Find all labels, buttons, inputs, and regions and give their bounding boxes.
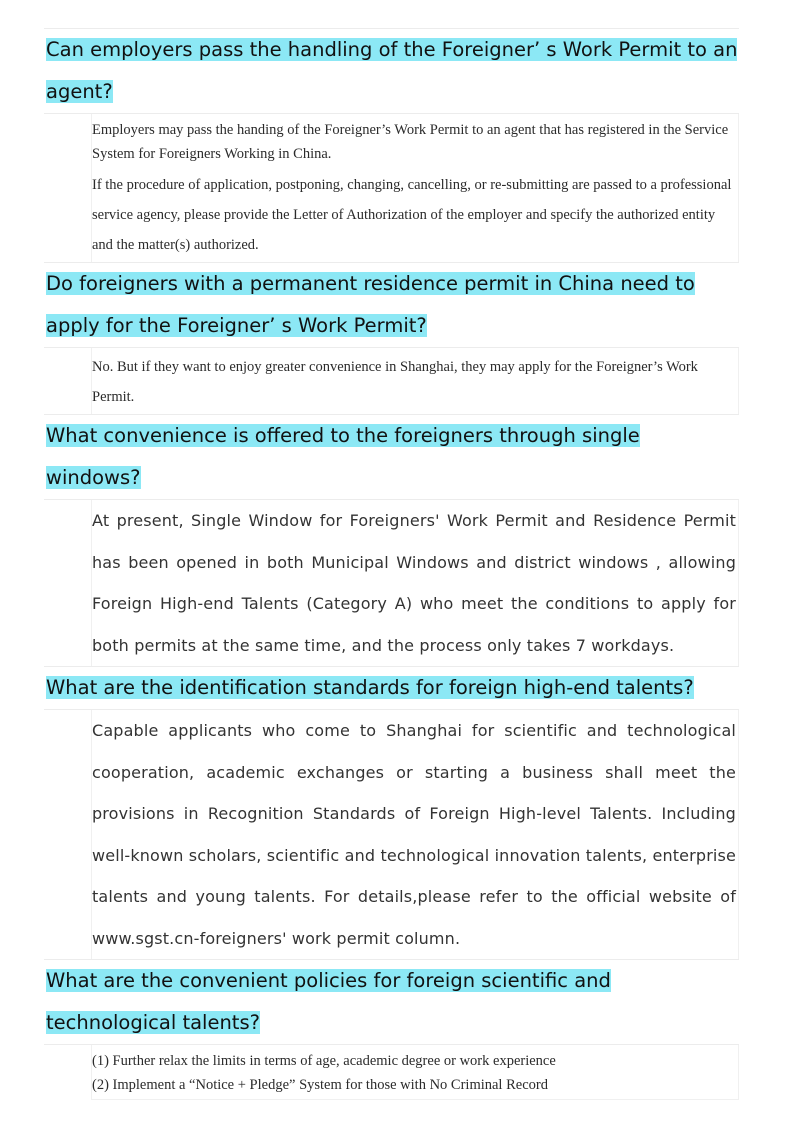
faq-question: [44, 959, 739, 1045]
answer-paragraph: Capable applicants who come to Shanghai for scientific and technological cooperation, academic exchanges or starting a business shall meet the provisions in Recognition Standards of Foreign High-level Talents. Including well-known scholars, scientific and technological innovation talents, enterprise talents and young talents. For details,please refer to the official website of www.sgst.cn-foreigners' work permit column.: [92, 721, 736, 948]
faq-item: [44, 959, 739, 1100]
faq-question: [44, 666, 739, 710]
answer-paragraph: Employers may pass the handing of the Foreigner’s Work Permit to an agent that has registered in the Service System for Foreigners Working in China.: [92, 122, 729, 162]
answer-list-item: (2) Implement a “Notice + Pledge” System for those with No Criminal Record: [92, 1077, 548, 1093]
faq-document: [44, 28, 739, 1100]
faq-answer: [91, 710, 739, 959]
faq-answer: [91, 348, 739, 414]
answer-paragraph: No. But if they want to enjoy greater convenience in Shanghai, they may apply for the Foreigner’s Work Permit.: [92, 359, 698, 405]
answer-paragraph: If the procedure of application, postponing, changing, cancelling, or re-submitting are passed to a professional service agency, please provide the Letter of Authorization of the employer and specify the authorized entity and the matter(s) authorized.: [92, 177, 732, 253]
faq-question: [44, 28, 739, 114]
faq-question-text: What are the identification standards for foreign high-end talents?: [46, 676, 694, 699]
faq-question: [44, 414, 739, 500]
faq-question-text: Do foreigners with a permanent residence permit in China need to apply for the Foreigner’ s Work Permit?: [46, 272, 695, 337]
faq-answer: [91, 114, 739, 262]
faq-question: [44, 262, 739, 348]
faq-item: [44, 262, 739, 414]
faq-item: [44, 666, 739, 959]
faq-answer: [91, 1045, 739, 1100]
faq-item: [44, 28, 739, 262]
faq-item: [44, 414, 739, 666]
faq-question-text: Can employers pass the handling of the Foreigner’ s Work Permit to an agent?: [46, 38, 738, 103]
answer-list-item: (1) Further relax the limits in terms of age, academic degree or work experience: [92, 1053, 556, 1069]
answer-paragraph: At present, Single Window for Foreigners' Work Permit and Residence Permit has been opened in both Municipal Windows and district windows , allowing Foreign High-end Talents (Category A) who meet the conditions to apply for both permits at the same time, and the process only takes 7 workdays.: [92, 511, 736, 655]
faq-question-text: What are the convenient policies for foreign scientific and technological talents?: [46, 969, 611, 1034]
faq-answer: [91, 500, 739, 666]
faq-question-text: What convenience is offered to the foreigners through single windows?: [46, 424, 640, 489]
